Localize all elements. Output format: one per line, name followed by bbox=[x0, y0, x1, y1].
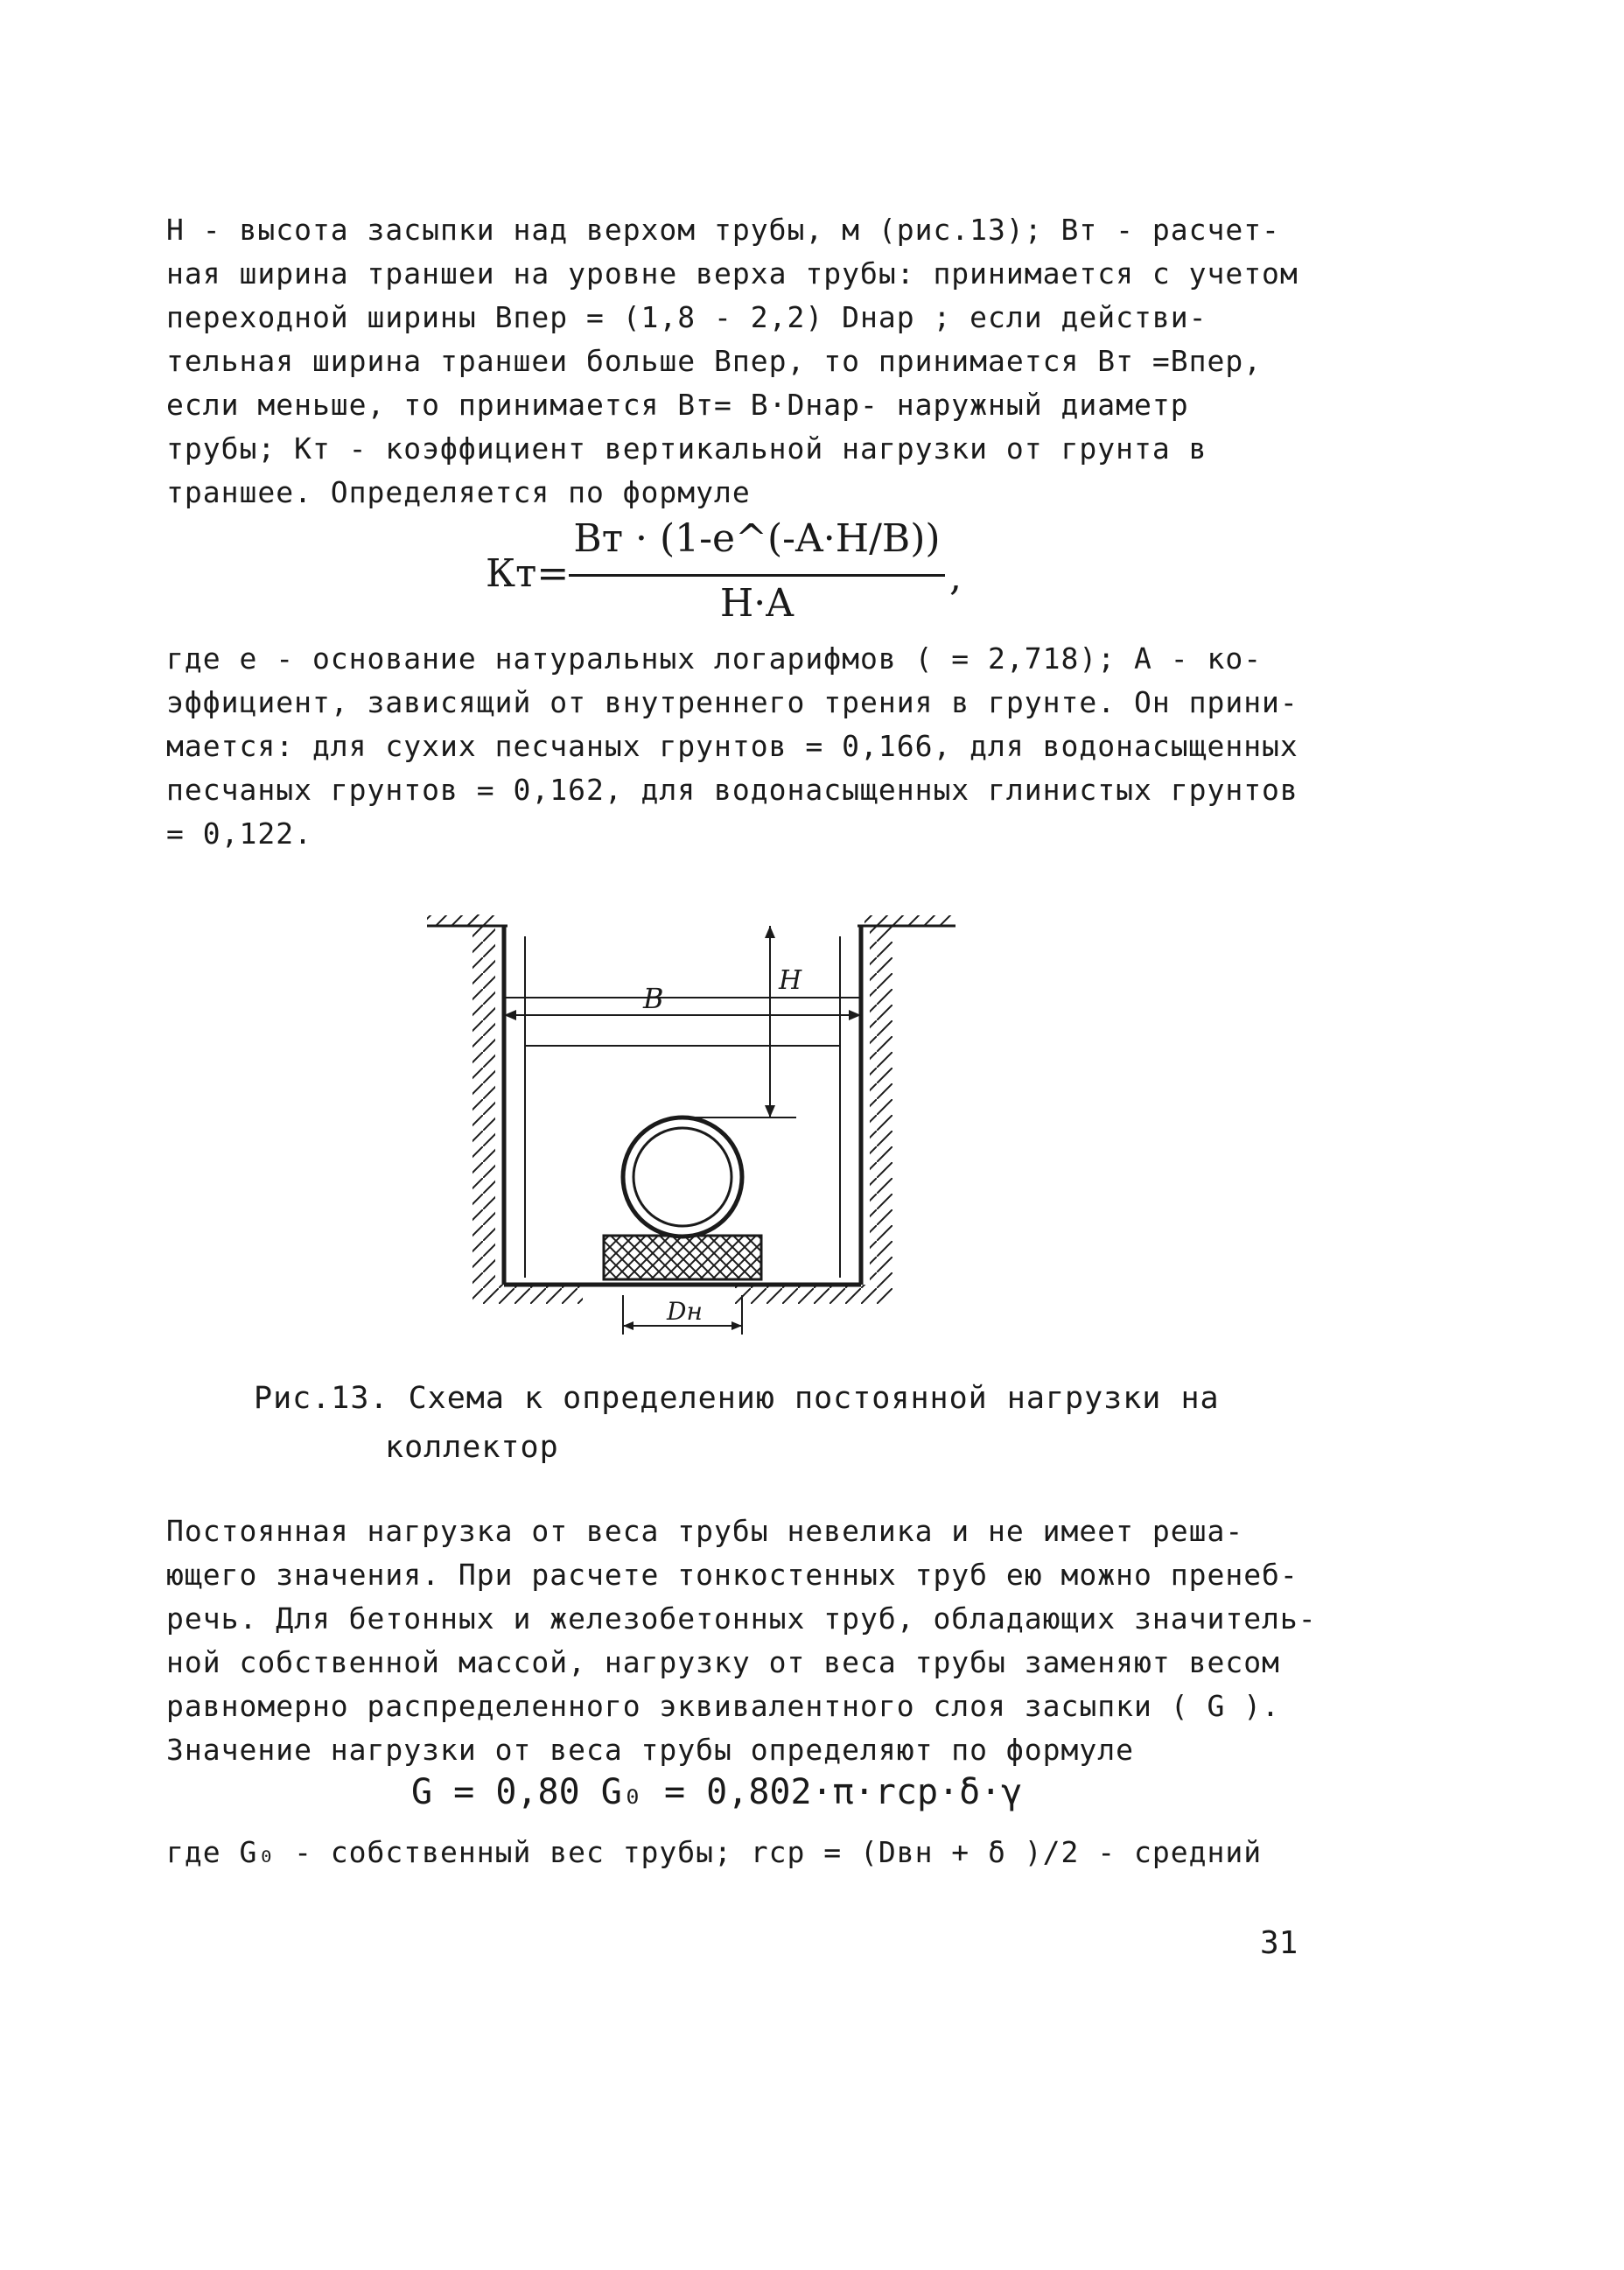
text-line: ная ширина траншеи на уровне верха трубы: принимается с учетом bbox=[166, 256, 1298, 291]
paragraph-where bbox=[166, 1831, 1330, 1874]
text-line: Постоянная нагрузка от веса трубы невелика и не имеет реша- bbox=[166, 1514, 1244, 1548]
page-number: 31 bbox=[1260, 1925, 1298, 1961]
text-line: ющего значения. При расчете тонкостенных труб ею можно пренеб- bbox=[166, 1558, 1298, 1592]
text-line: Н - высота засыпки над верхом трубы, м (рис.13); Вт - расчет- bbox=[166, 213, 1280, 247]
formula-kt-numerator: Вт · (1-e^(-A·H/B)) bbox=[573, 516, 941, 561]
text-line: ной собственной массой, нагрузку от веса трубы заменяют весом bbox=[166, 1645, 1280, 1679]
trench-diagram bbox=[420, 910, 962, 1348]
paragraph-pipe-load bbox=[166, 1510, 1330, 1772]
text-line: траншее. Определяется по формуле bbox=[166, 475, 751, 509]
label-diameter-dn: Dн bbox=[667, 1297, 703, 1326]
text-line: переходной ширины Впер = (1,8 - 2,2) Dнар ; если действи- bbox=[166, 300, 1208, 334]
label-width-b: В bbox=[643, 982, 664, 1015]
paragraph-definitions bbox=[166, 208, 1330, 515]
formula-kt-lhs: Кт= bbox=[486, 551, 570, 596]
formula-kt bbox=[486, 516, 976, 648]
formula-kt-denominator: H·A bbox=[719, 581, 794, 626]
text-line: если меньше, то принимается Вт= В·Dнар- наружный диаметр bbox=[166, 388, 1189, 422]
text-line: речь. Для бетонных и железобетонных труб, обладающих значитель- bbox=[166, 1601, 1317, 1636]
text-line: = 0,122. bbox=[166, 816, 312, 851]
figure-caption bbox=[254, 1374, 1220, 1472]
text-line: мается: для сухих песчаных грунтов = 0,166, для водонасыщенных bbox=[166, 729, 1298, 763]
text-line: трубы; Кт - коэффициент вертикальной нагрузки от грунта в bbox=[166, 431, 1208, 466]
fraction-bar bbox=[569, 574, 945, 577]
text-line: эффициент, зависящий от внутреннего трения в грунте. Он прини- bbox=[166, 685, 1298, 719]
formula-kt-comma: , bbox=[949, 555, 962, 599]
text-line: тельная ширина траншеи больше Впер, то принимается Вт =Впер, bbox=[166, 344, 1263, 378]
caption-line-2: коллектор bbox=[385, 1430, 559, 1465]
pipe-bedding bbox=[604, 1236, 761, 1279]
trench-walls bbox=[504, 926, 861, 1285]
pipe bbox=[623, 1117, 742, 1237]
formula-g: G = 0,80 G₀ = 0,802·π·rср·δ·γ bbox=[411, 1772, 1023, 1812]
text-line: где е - основание натуральных логарифмов ( = 2,718); А - ко- bbox=[166, 641, 1263, 676]
text-line: где G₀ - собственный вес трубы; rср = (Dвн + δ )/2 - средний bbox=[166, 1835, 1263, 1869]
text-line: Значение нагрузки от веса трубы определяют по формуле bbox=[166, 1733, 1134, 1767]
text-line: песчаных грунтов = 0,162, для водонасыщенных глинистых грунтов bbox=[166, 773, 1298, 807]
paragraph-coefficients bbox=[166, 637, 1330, 856]
label-height-h: Н bbox=[779, 965, 802, 996]
text-line: равномерно распределенного эквивалентного слоя засыпки ( G ). bbox=[166, 1689, 1280, 1723]
caption-line-1: Рис.13. Схема к определению постоянной нагрузки на bbox=[254, 1381, 1220, 1416]
